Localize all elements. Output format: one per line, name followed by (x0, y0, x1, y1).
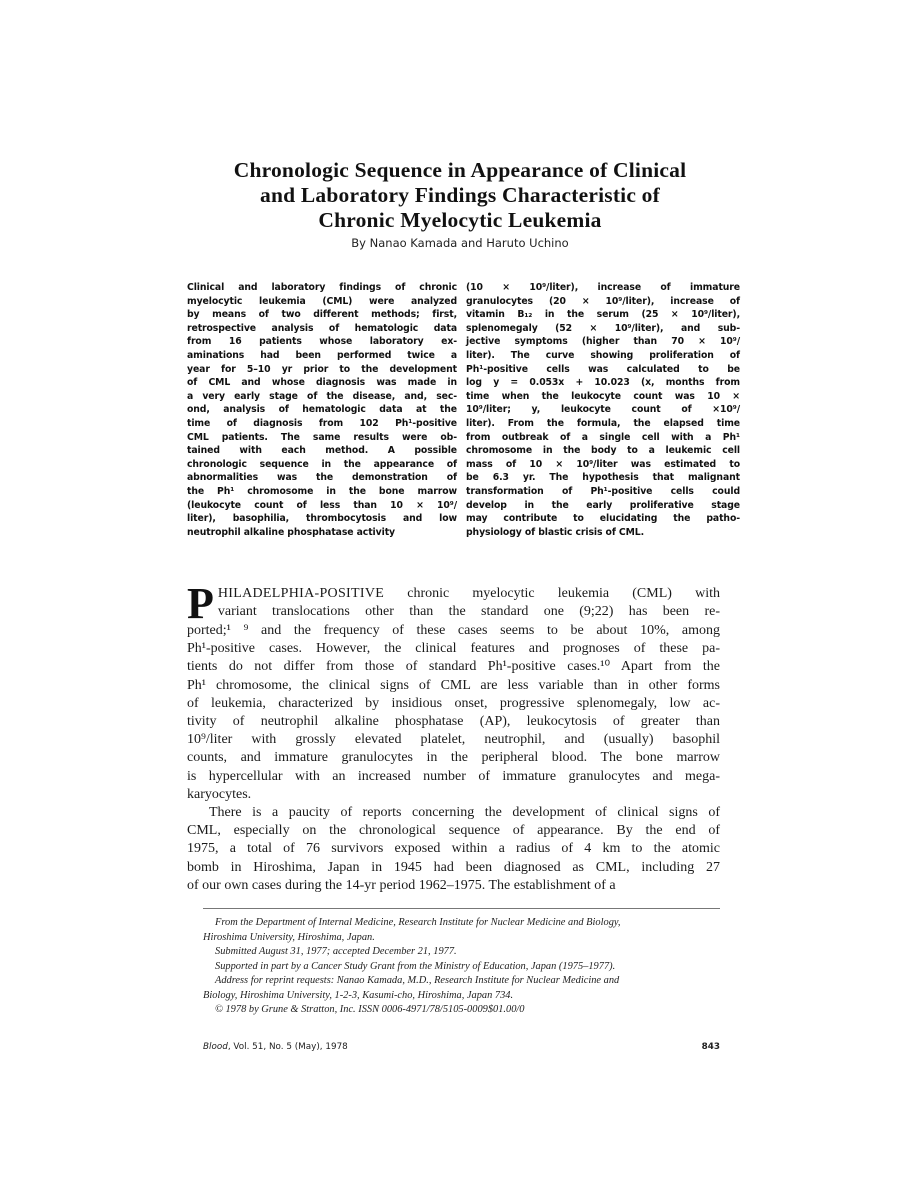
body-paragraphs (187, 622, 720, 895)
body-text (187, 579, 720, 895)
abstract-line: a very early stage of the disease, and, sec- (187, 390, 457, 402)
abstract-line: abnormalities was the demonstration of (187, 472, 457, 484)
abstract-line: chronologic sequence in the appearance of (187, 458, 457, 470)
page-number: 843 (701, 1042, 720, 1052)
abstract-line: 10⁹/liter; y, leukocyte count of ×10⁹/ (466, 404, 740, 416)
title-line: Chronic Myelocytic Leukemia (318, 208, 602, 232)
abstract-line: (10 × 10⁹/liter), increase of immature (466, 282, 740, 293)
body-line: HILADELPHIA-POSITIVE chronic myelocytic leukemia (CML) with (217, 586, 720, 601)
body-line: 10⁹/liter with grossly elevated platelet, neutrophil, and (usually) basophil (187, 732, 720, 748)
page-footer (203, 1042, 720, 1052)
abstract-line: splenomegaly (52 × 10⁹/liter), and sub- (466, 322, 740, 334)
abstract-right-column (466, 281, 740, 539)
first-word: HILADELPHIA-POSITIVE (217, 586, 385, 601)
article-title (190, 158, 730, 233)
abstract-line: from outbreak of a single cell with a Ph¹ (466, 431, 740, 443)
abstract-line: by means of two different methods; first, (187, 309, 457, 321)
abstract-line: time of diagnosis from 102 Ph¹-positive (187, 417, 457, 429)
body-line: CML, especially on the chronological sequence of appearance. By the end of (187, 823, 720, 839)
abstract-line: the Ph¹ chromosome in the bone marrow (187, 485, 457, 497)
footnote-line: Supported in part by a Cancer Study Grant from the Ministry of Education, Japan (1975–1977). (215, 960, 616, 972)
abstract-line: chromosome in the body to a leukemic cell (466, 445, 740, 457)
journal-name: Blood (203, 1042, 228, 1052)
body-line: Ph¹-positive cases. However, the clinical features and prognoses of these pa- (187, 641, 720, 657)
abstract-line: myelocytic leukemia (CML) were analyzed (187, 295, 457, 307)
abstract-line: may contribute to elucidating the patho- (466, 513, 740, 525)
abstract-line: CML patients. The same results were ob- (187, 431, 457, 443)
abstract-line: neutrophil alkaline phosphatase activity (187, 526, 395, 538)
abstract-line: Ph¹-positive cells was calculated to be (466, 363, 740, 375)
abstract-line: aminations had been performed twice a (187, 349, 457, 361)
body-line: 1975, a total of 76 survivors exposed within a radius of 4 km to the atomic (187, 841, 720, 857)
footnote-line: Submitted August 31, 1977; accepted December 21, 1977. (215, 946, 457, 957)
body-line: tients do not differ from those of standard Ph¹-positive cases.¹⁰ Apart from the (187, 659, 720, 675)
abstract-line: Clinical and laboratory findings of chronic (187, 282, 457, 293)
abstract-line: jective symptoms (higher than 70 × 10⁹/ (466, 336, 740, 348)
body-line: There is a paucity of reports concerning the development of clinical signs of (209, 805, 720, 821)
footnote-line: Address for reprint requests: Nanao Kamada, M.D., Research Institute for Nuclear Medicine and (215, 975, 620, 986)
footnote-line: © 1978 by Grune & Stratton, Inc. ISSN 0006-4971/78/5105-0009$01.00/0 (215, 1004, 525, 1015)
abstract-line: log y = 0.053x + 10.023 (x, months from (466, 377, 740, 389)
body-line: tivity of neutrophil alkaline phosphatase (AP), leukocytosis of greater than (187, 714, 720, 730)
body-line: ported;¹ ⁹ and the frequency of these cases seems to be about 10%, among (187, 623, 720, 638)
body-line: of leukemia, characterized by insidious onset, progressive splenomegaly, low ac- (187, 695, 720, 711)
abstract-line: physiology of blastic crisis of CML. (466, 526, 645, 538)
body-line: karyocytes. (187, 786, 252, 802)
abstract-line: retrospective analysis of hematologic data (187, 322, 457, 334)
body-line: bomb in Hiroshima, Japan in 1945 had been diagnosed as CML, including 27 (187, 859, 720, 875)
abstract-line: (leukocyte count of less than 10 × 10⁹/ (187, 499, 457, 511)
body-line: Ph¹ chromosome, the clinical signs of CML are less variable than in other forms (187, 677, 720, 693)
title-line: and Laboratory Findings Characteristic of (260, 183, 660, 207)
abstract-line: be 6.3 yr. The hypothesis that malignant (466, 472, 740, 484)
abstract-line: granulocytes (20 × 10⁹/liter), increase of (466, 295, 740, 307)
footnote-line: From the Department of Internal Medicine, Research Institute for Nuclear Medicine and Biology, (215, 917, 621, 928)
abstract-line: liter). From the formula, the elapsed time (466, 417, 740, 429)
abstract-line: of CML and whose diagnosis was made in (187, 377, 457, 389)
abstract-line: from 16 patients whose laboratory ex- (187, 336, 457, 348)
abstract-line: transformation of Ph¹-positive cells could (466, 485, 740, 497)
abstract-line: liter). The curve showing proliferation of (466, 349, 740, 361)
footnote-divider (203, 908, 720, 909)
drop-cap: P (187, 579, 214, 628)
body-line: counts, and immature granulocytes in the peripheral blood. The bone marrow (187, 750, 720, 766)
abstract-line: mass of 10 × 10⁹/liter was estimated to (466, 458, 740, 470)
abstract-line: vitamin B₁₂ in the serum (25 × 10⁹/liter), (466, 309, 740, 321)
footnote-line: Biology, Hiroshima University, 1-2-3, Kasumi-cho, Hiroshima, Japan 734. (203, 989, 514, 1001)
abstract-left-column (187, 281, 457, 539)
author-byline: By Nanao Kamada and Haruto Uchino (351, 236, 569, 250)
abstract-line: tained with each method. A possible (187, 445, 457, 457)
body-line: variant translocations other than the standard one (9;22) has been re- (217, 604, 720, 620)
title-line: Chronologic Sequence in Appearance of Clinical (233, 158, 687, 182)
footnotes (203, 916, 728, 1018)
footnote-line: Hiroshima University, Hiroshima, Japan. (203, 931, 375, 943)
abstract-line: ond, analysis of hematologic data at the (187, 404, 457, 416)
journal-citation: Blood, Vol. 51, No. 5 (May), 1978 (203, 1042, 348, 1052)
body-line: is hypercellular with an increased number of immature granulocytes and mega- (187, 768, 720, 784)
abstract-line: liter), basophilia, thrombocytosis and low (187, 513, 457, 525)
abstract-line: develop in the early proliferative stage (466, 499, 740, 511)
body-line: of our own cases during the 14-yr period 1962–1975. The establishment of a (187, 877, 616, 893)
abstract-line: time when the leukocyte count was 10 × (466, 390, 740, 402)
abstract-line: year for 5–10 yr prior to the development (187, 363, 457, 375)
